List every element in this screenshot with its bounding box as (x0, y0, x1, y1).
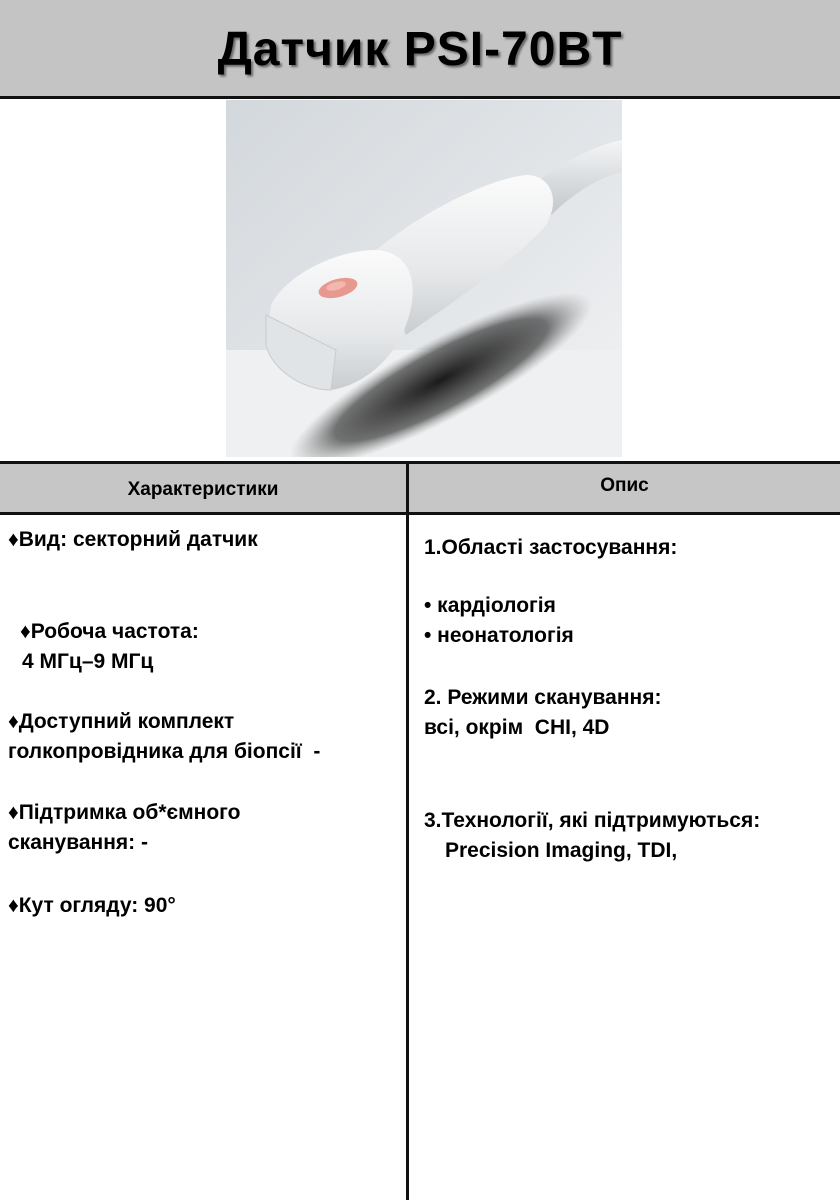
frequency-value: 4 МГц–9 МГц (22, 650, 154, 673)
angle-spec: ♦Кут огляду: 90° (8, 894, 176, 917)
frequency-label: ♦Робоча частота: (20, 620, 199, 643)
application-item: • неонатологія (424, 624, 574, 647)
applications-heading: 1.Області застосування: (424, 536, 678, 559)
biopsy-spec-line1: ♦Доступний комплект (8, 710, 235, 733)
volume-spec-line2: сканування: - (8, 831, 148, 854)
tech-heading: 3.Технології, які підтримуються: (424, 809, 761, 832)
modes-heading: 2. Режими сканування: (424, 686, 662, 709)
biopsy-spec-line2: голкопровідника для біопсії - (8, 740, 321, 763)
modes-value: всі, окрім CHI, 4D (424, 716, 610, 739)
table-header-row (0, 461, 840, 515)
ultrasound-probe-illustration (226, 100, 622, 457)
column-divider (406, 461, 409, 1200)
description-header: Опис (600, 475, 649, 496)
page-title: Датчик PSI-70BT (217, 23, 623, 76)
probe-photo (226, 100, 622, 457)
tech-value: Precision Imaging, TDI, (445, 839, 678, 862)
type-spec: ♦Вид: секторний датчик (8, 528, 258, 551)
title-bar (0, 0, 840, 99)
application-item: • кардіологія (424, 594, 556, 617)
characteristics-header: Характеристики (127, 479, 279, 500)
volume-spec-line1: ♦Підтримка об*ємного (8, 801, 241, 824)
